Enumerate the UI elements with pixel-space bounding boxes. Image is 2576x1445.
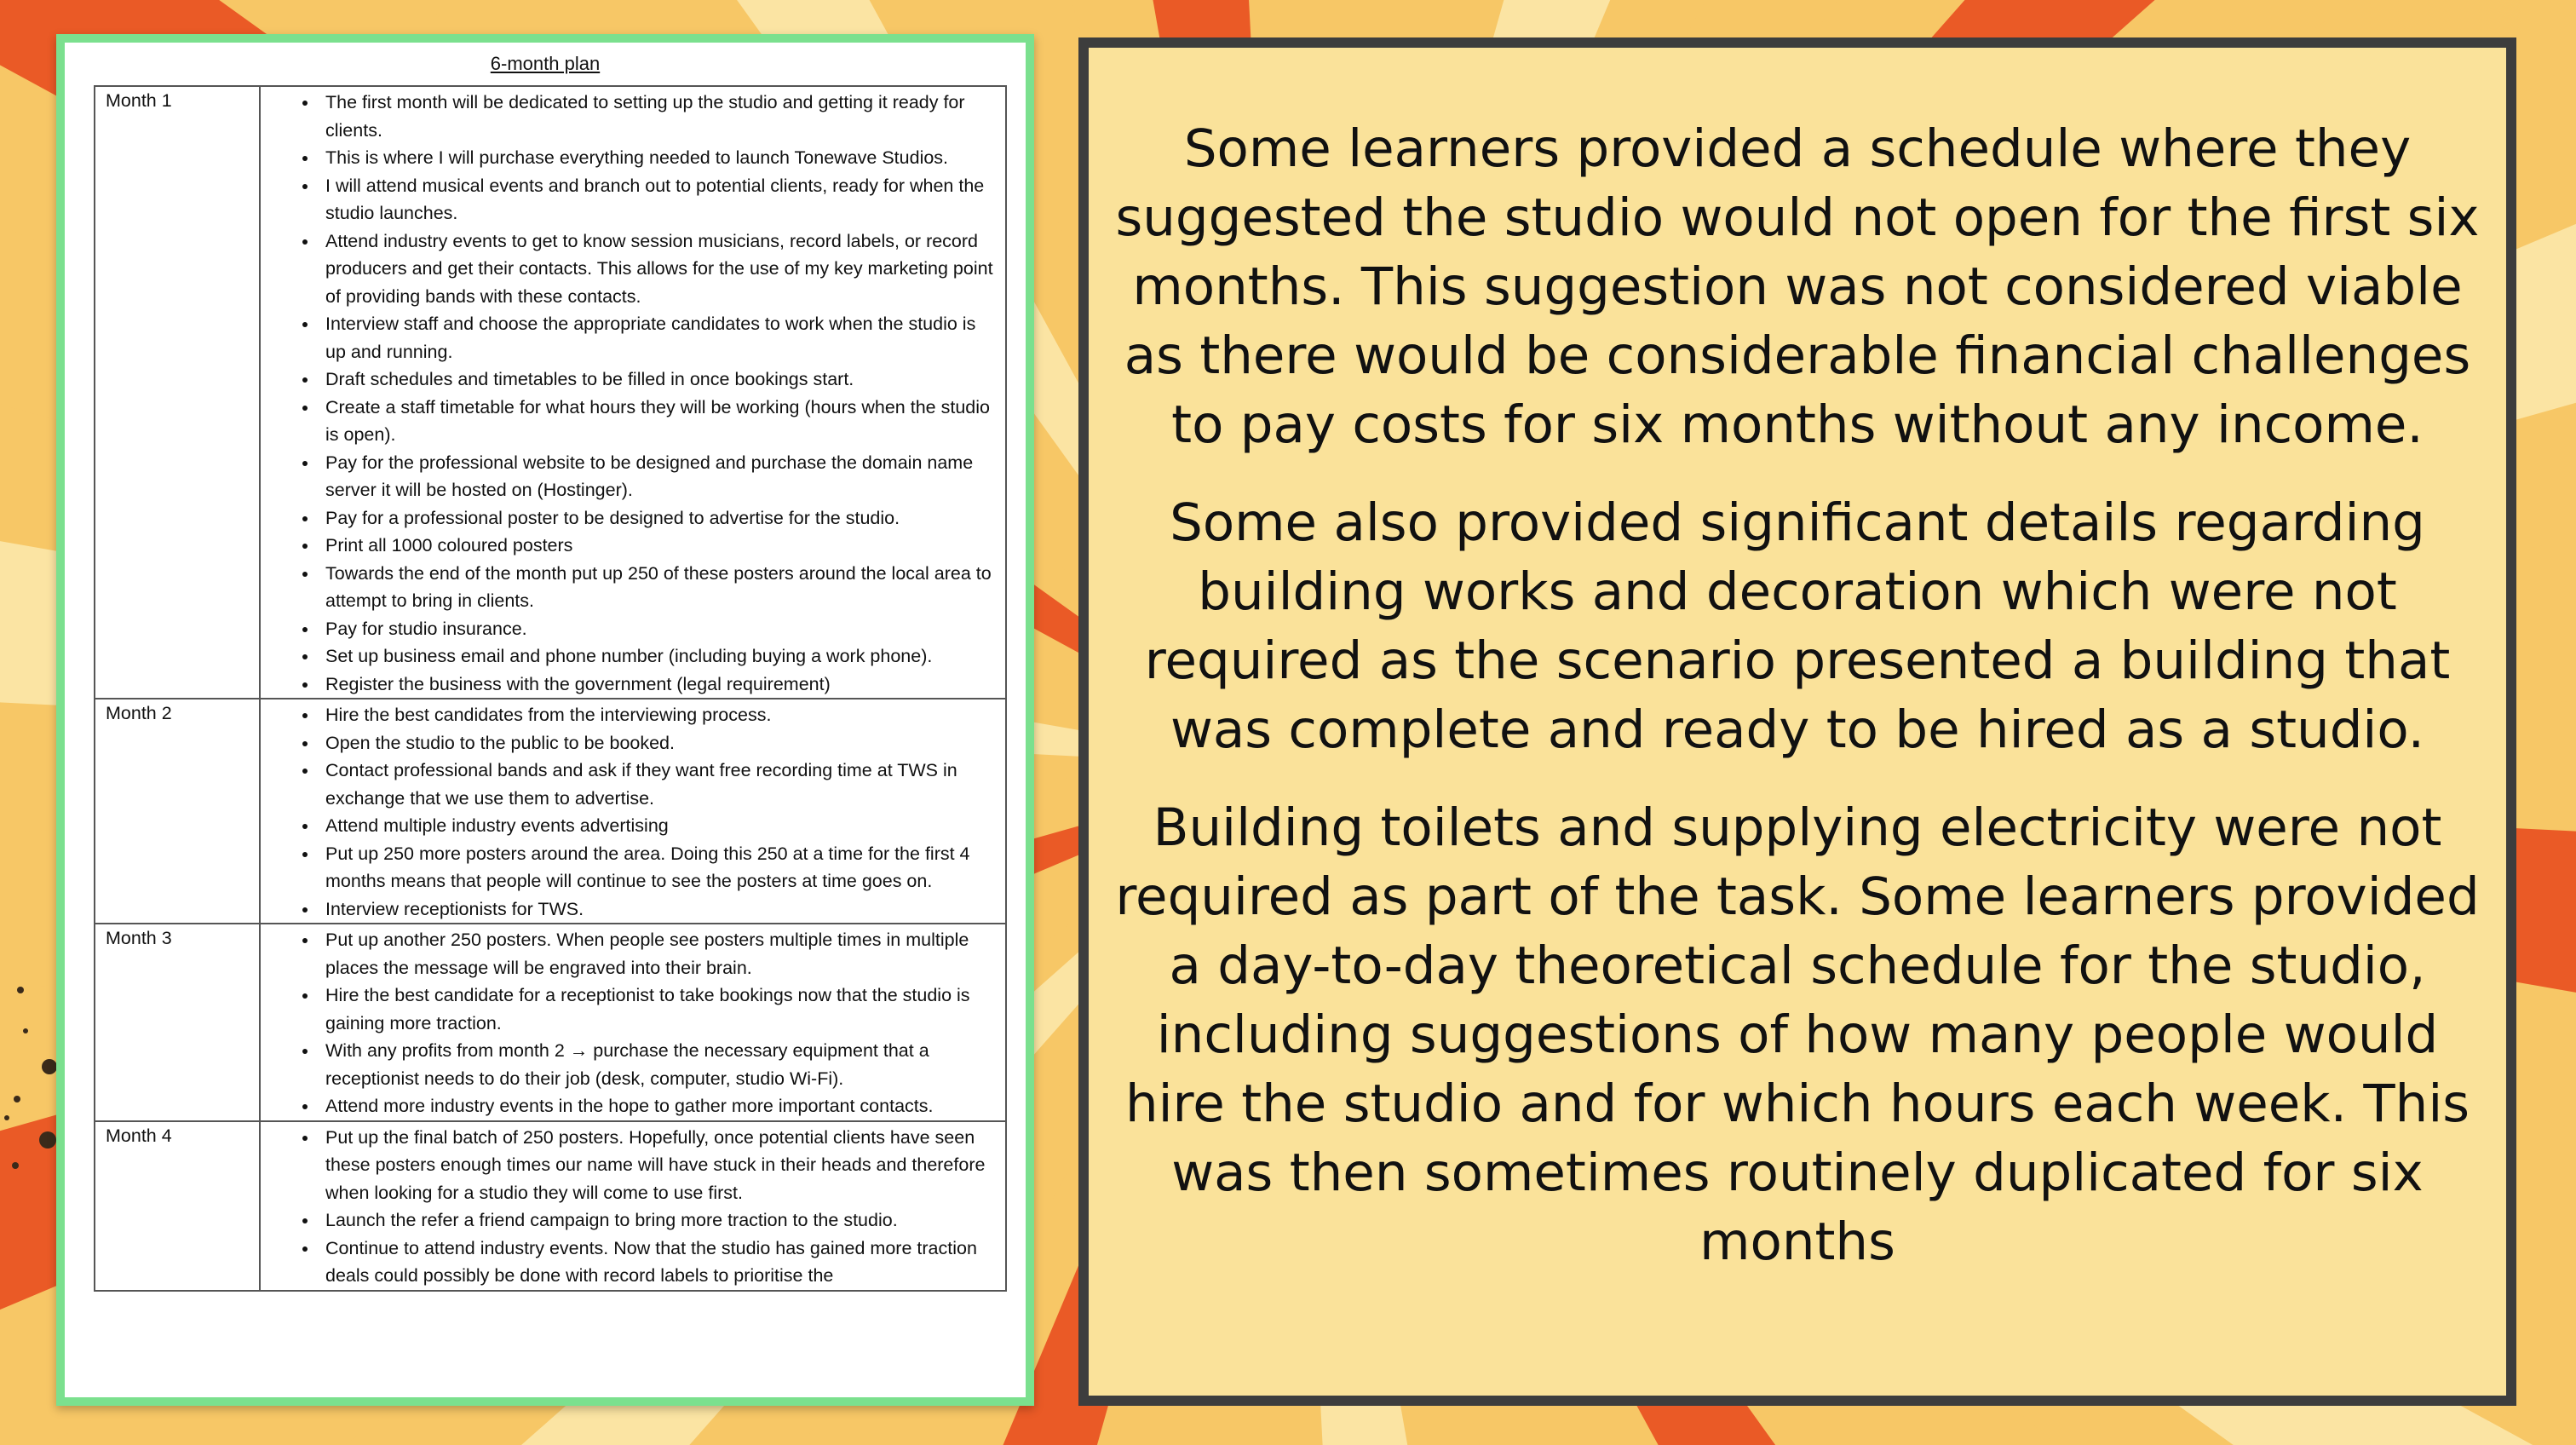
task-item: • Continue to attend industry events. Now that the studio has gained more traction deals could possibly be done with record labels to prioritise the bbox=[319, 1235, 997, 1290]
task-list bbox=[261, 87, 1005, 698]
task-item: • With any profits from month 2 → purchase the necessary equipment that a receptionist needs to do their job (desk, computer, studio Wi-Fi). bbox=[319, 1037, 997, 1092]
plan-title: 6-month plan bbox=[490, 53, 601, 74]
task-item: • Hire the best candidates from the interviewing process. bbox=[319, 701, 997, 729]
commentary-paragraph-3: Building toilets and supplying electricity were not required as part of the task. Some learners provided a day-to-day theoretical schedule for the studio, including suggestions of how many people would hire the studio and for which hours each week. This was then sometimes routinely duplicated for six months bbox=[1115, 797, 2480, 1272]
plan-row bbox=[95, 699, 1006, 924]
commentary-paragraph-2: Some also provided significant details regarding building works and decoration which were not required as the scenario presented a building that was complete and ready to be hired as a studio. bbox=[1144, 492, 2451, 760]
task-list bbox=[261, 924, 1005, 1120]
six-month-plan-document bbox=[56, 34, 1034, 1406]
task-item: • Draft schedules and timetables to be filled in once bookings start. bbox=[319, 366, 997, 394]
task-item: • Pay for studio insurance. bbox=[319, 615, 997, 643]
month-tasks bbox=[260, 1121, 1006, 1291]
task-list bbox=[261, 1122, 1005, 1290]
plan-table bbox=[94, 85, 1007, 1292]
task-item: • Put up 250 more posters around the area. Doing this 250 at a time for the first 4 months means that people will continue to see the posters at time goes on. bbox=[319, 840, 997, 895]
task-item: • Open the studio to the public to be booked. bbox=[319, 729, 997, 757]
month-tasks bbox=[260, 924, 1006, 1121]
task-item: • Towards the end of the month put up 250 of these posters around the local area to attempt to bring in clients. bbox=[319, 560, 997, 615]
task-item: • Hire the best candidate for a receptionist to take bookings now that the studio is gaining more traction. bbox=[319, 982, 997, 1037]
commentary-panel bbox=[1078, 37, 2516, 1406]
task-item: • Put up another 250 posters. When people see posters multiple times in multiple places the message will be engraved into their brain. bbox=[319, 926, 997, 982]
month-label: Month 1 bbox=[95, 86, 260, 699]
month-label: Month 2 bbox=[95, 699, 260, 924]
task-item: • Pay for a professional poster to be designed to advertise for the studio. bbox=[319, 504, 997, 533]
task-item: • Print all 1000 coloured posters bbox=[319, 532, 997, 560]
plan-row bbox=[95, 1121, 1006, 1291]
task-item: • Set up business email and phone number (including buying a work phone). bbox=[319, 642, 997, 671]
plan-row bbox=[95, 924, 1006, 1121]
task-item: • Pay for the professional website to be designed and purchase the domain name server it will be hosted on (Hostinger). bbox=[319, 449, 997, 504]
task-item: • The first month will be dedicated to setting up the studio and getting it ready for clients. bbox=[319, 89, 997, 144]
task-list bbox=[261, 699, 1005, 923]
task-item: • I will attend musical events and branch out to potential clients, ready for when the studio launches. bbox=[319, 172, 997, 227]
task-item: • Launch the refer a friend campaign to bring more traction to the studio. bbox=[319, 1206, 997, 1235]
task-item: • Attend industry events to get to know session musicians, record labels, or record producers and get their contacts. This allows for the use of my key marketing point of providing bands with these contacts. bbox=[319, 227, 997, 311]
month-tasks bbox=[260, 699, 1006, 924]
task-item: • Attend multiple industry events advertising bbox=[319, 812, 997, 840]
month-label: Month 3 bbox=[95, 924, 260, 1121]
month-label: Month 4 bbox=[95, 1121, 260, 1291]
task-item: • This is where I will purchase everything needed to launch Tonewave Studios. bbox=[319, 144, 997, 172]
task-item: • Create a staff timetable for what hours they will be working (hours when the studio is open). bbox=[319, 394, 997, 449]
task-item: • Register the business with the government (legal requirement) bbox=[319, 671, 997, 699]
task-item: • Attend more industry events in the hope to gather more important contacts. bbox=[319, 1092, 997, 1120]
commentary-paragraph-1: Some learners provided a schedule where they suggested the studio would not open for the first six months. This suggestion was not considered viable as there would be considerable financial challenges to pay costs for six months without any income. bbox=[1115, 118, 2480, 455]
month-tasks bbox=[260, 86, 1006, 699]
task-item: • Contact professional bands and ask if they want free recording time at TWS in exchange that we use them to advertise. bbox=[319, 757, 997, 812]
task-item: • Interview receptionists for TWS. bbox=[319, 895, 997, 924]
plan-row bbox=[95, 86, 1006, 699]
task-item: • Put up the final batch of 250 posters. Hopefully, once potential clients have seen these posters enough times our name will have stuck in their heads and therefore when looking for a studio they will come to use first. bbox=[319, 1124, 997, 1207]
task-item: • Interview staff and choose the appropriate candidates to work when the studio is up and running. bbox=[319, 310, 997, 366]
